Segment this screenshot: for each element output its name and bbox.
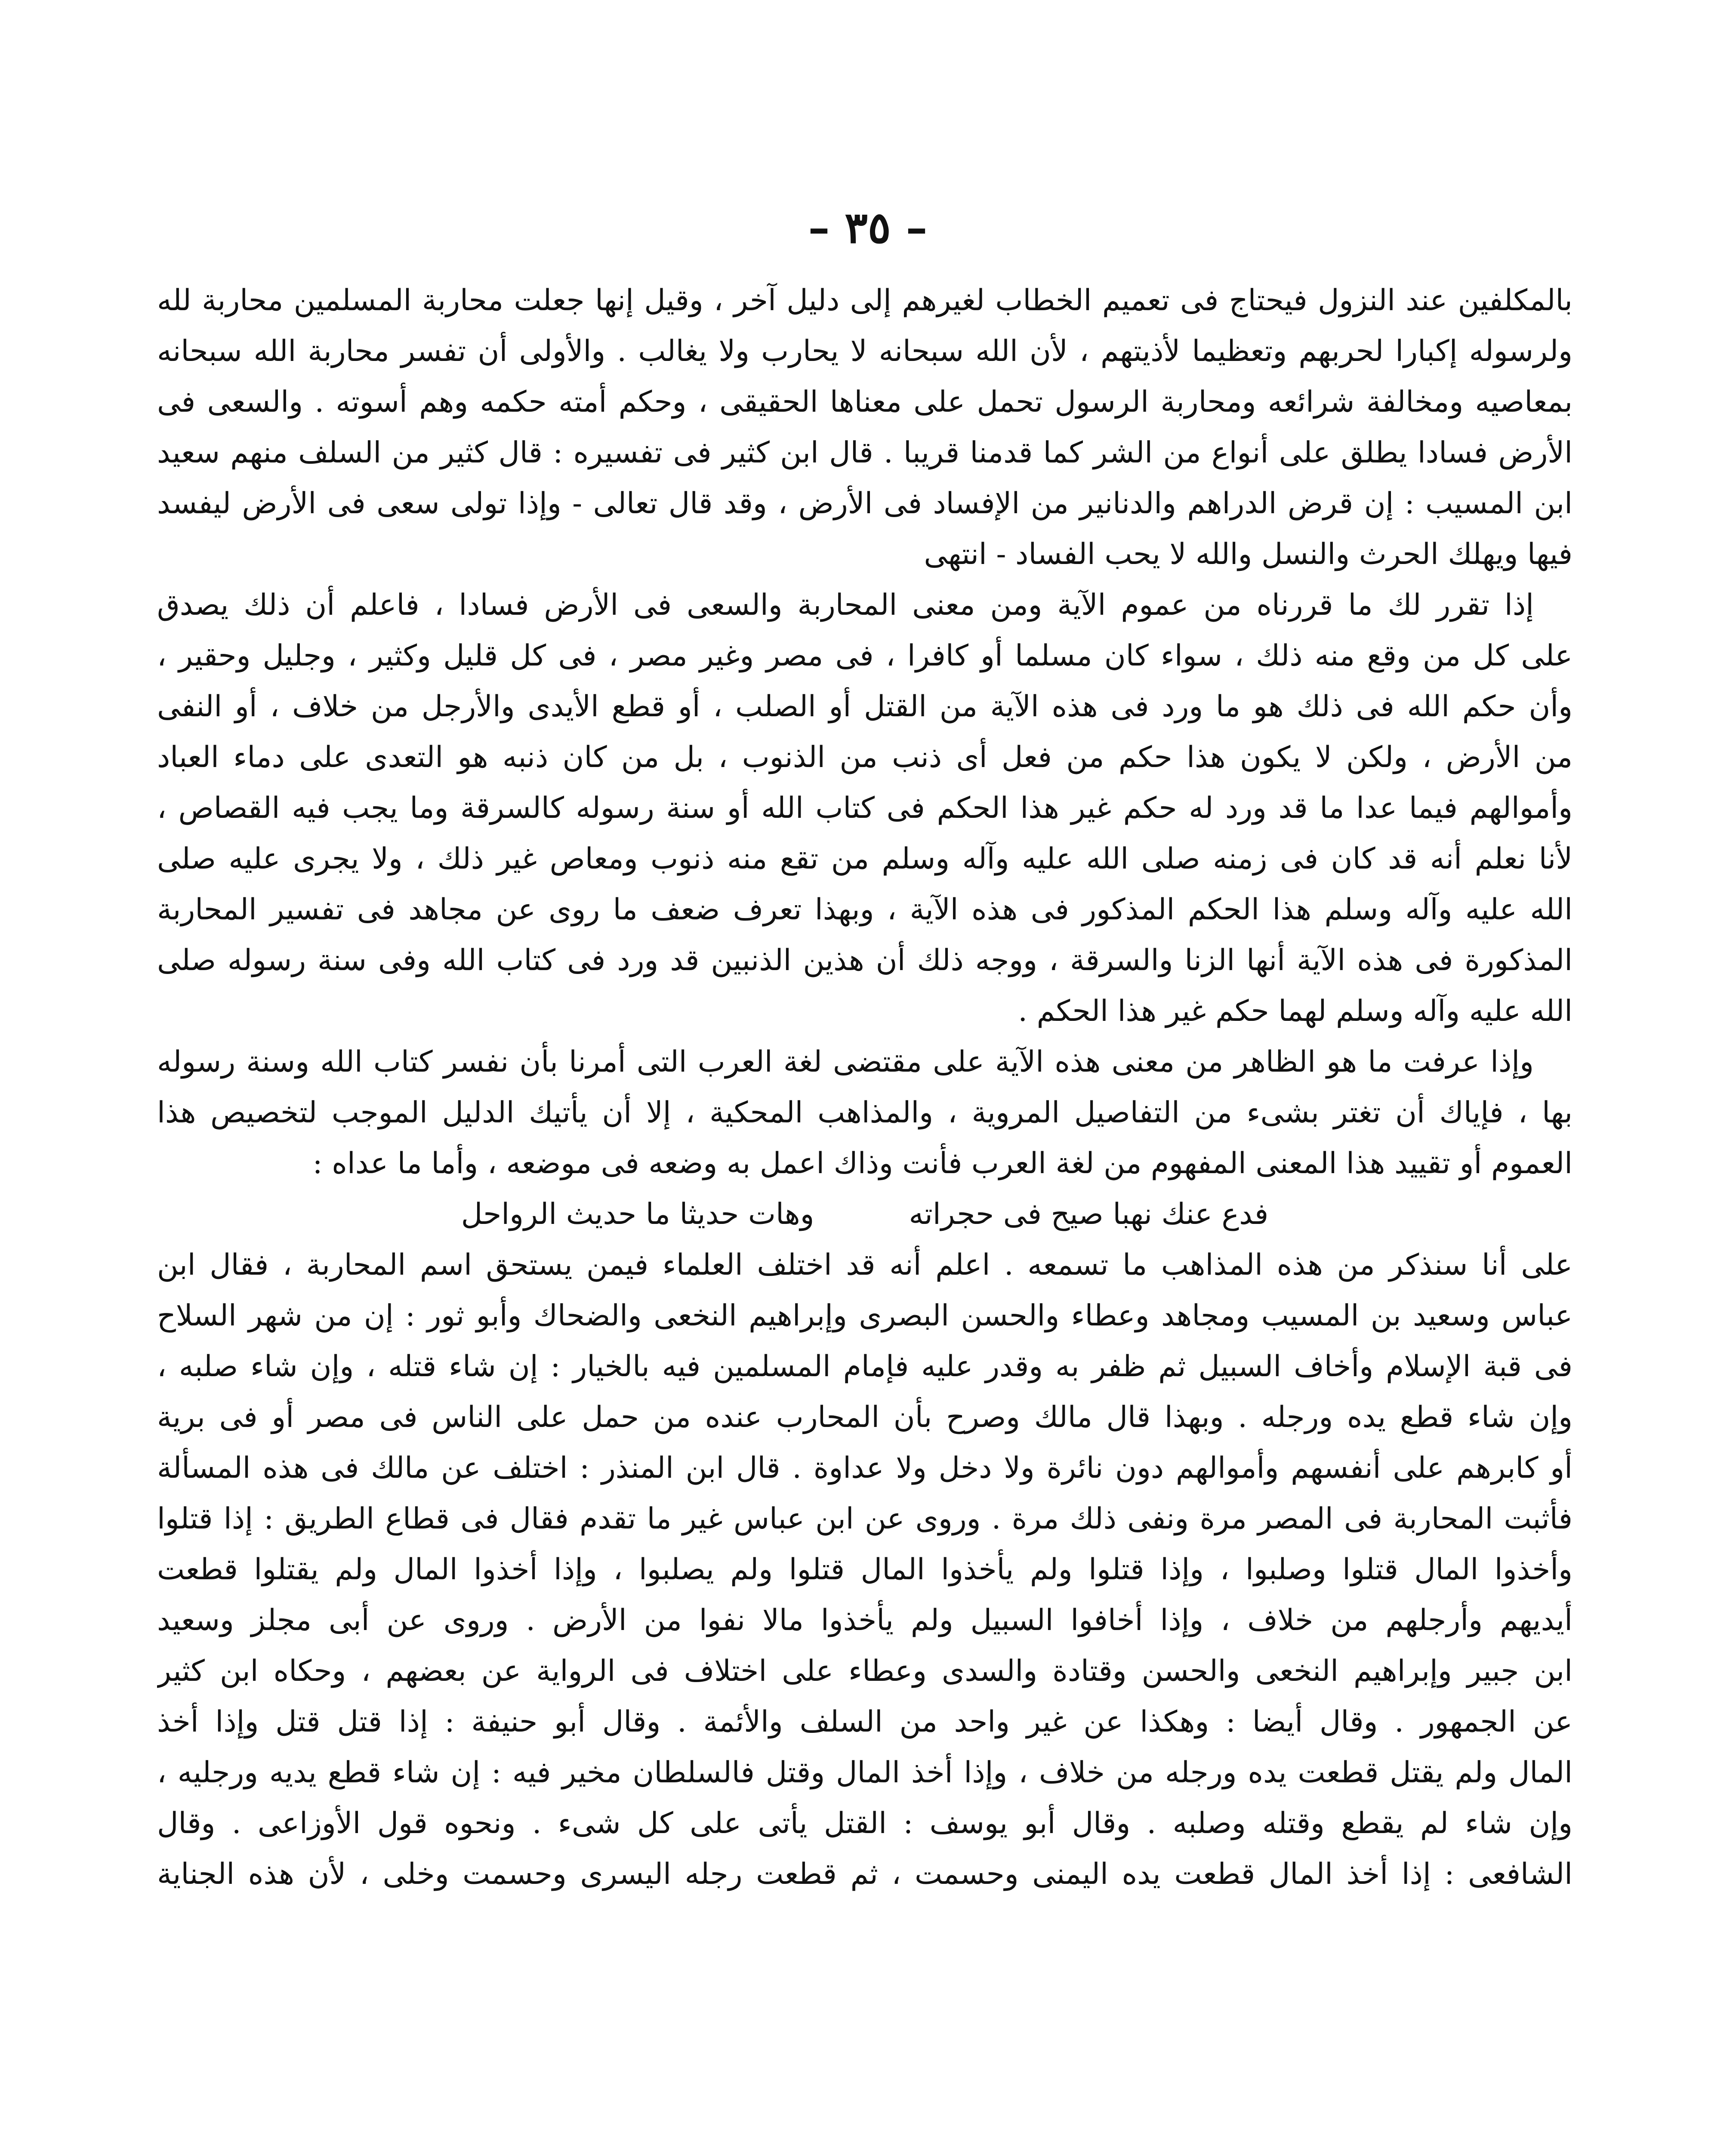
text-line: وإن شاء قطع يده ورجله . وبهذا قال مالك وصرح بأن المحارب عنده من حمل على الناس فى مصر أو فى برية <box>157 1400 1573 1434</box>
text-line: الله عليه وآله وسلم هذا الحكم المذكور فى هذه الآية ، وبهذا تعرف ضعف ما روى عن مجاهد فى تفسير المحاربة <box>157 893 1573 927</box>
text-line: الأرض فسادا يطلق على أنواع من الشر كما قدمنا قريبا . قال ابن كثير فى تفسيره : قال كثير من السلف منهم سعيد <box>157 436 1573 470</box>
text-line: ابن جبير وإبراهيم النخعى والحسن وقتادة والسدى وعطاء على اختلاف فى الرواية عن بعضهم ، وحكاه ابن كثير <box>157 1654 1573 1688</box>
text-line: بها ، فإياك أن تغتر بشىء من التفاصيل المروية ، والمذاهب المحكية ، إلا أن يأتيك الدليل الموجب لتخصيص هذا <box>157 1096 1573 1130</box>
text-line: أو كابرهم على أنفسهم وأموالهم دون نائرة ولا دخل ولا عداوة . قال ابن المنذر : اختلف عن مالك فى هذه المسألة <box>157 1451 1573 1485</box>
text-line: من الأرض ، ولكن لا يكون هذا حكم من فعل أى ذنب من الذنوب ، بل من كان ذنبه هو التعدى على دماء العباد <box>157 740 1573 774</box>
text-line: على أنا سنذكر من هذه المذاهب ما تسمعه . اعلم أنه قد اختلف العلماء فيمن يستحق اسم المحاربة ، فقال ابن <box>157 1248 1573 1282</box>
text-line: العموم أو تقييد هذا المعنى المفهوم من لغة العرب فأنت وذاك اعمل به وضعه فى موضعه ، وأما ما عداه : <box>312 1146 1573 1180</box>
body-text <box>157 275 1573 1900</box>
text-line: الله عليه وآله وسلم لهما حكم غير هذا الحكم . <box>1018 994 1573 1028</box>
text-line: لأنا نعلم أنه قد كان فى زمنه صلى الله عليه وآله وسلم من تقع منه ذنوب ومعاص غير ذلك ، ولا يجرى عليه صلى <box>157 842 1573 876</box>
text-line: وأخذوا المال قتلوا وصلبوا ، وإذا قتلوا ولم يأخذوا المال قتلوا ولم يصلبوا ، وإذا أخذوا المال ولم يقتلوا قطعت <box>157 1553 1573 1587</box>
text-line: بالمكلفين عند النزول فيحتاج فى تعميم الخطاب لغيرهم إلى دليل آخر ، وقيل إنها جعلت محاربة المسلمين محاربة لله <box>157 284 1573 317</box>
text-line: ولرسوله إكبارا لحربهم وتعظيما لأذيتهم ، لأن الله سبحانه لا يحارب ولا يغالب . والأولى أن تفسر محاربة الله سبحانه <box>157 334 1573 368</box>
text-line: على كل من وقع منه ذلك ، سواء كان مسلما أو كافرا ، فى مصر وغير مصر ، فى كل قليل وكثير ، وجليل وحقير ، <box>157 639 1573 673</box>
text-line: وأن حكم الله فى ذلك هو ما ورد فى هذه الآية من القتل أو الصلب ، أو قطع الأيدى والأرجل من خلاف ، أو النفى <box>157 690 1573 724</box>
text-line: الشافعى : إذا أخذ المال قطعت يده اليمنى وحسمت ، ثم قطعت رجله اليسرى وحسمت وخلى ، لأن هذه الجناية <box>157 1857 1573 1891</box>
text-line: فيها ويهلك الحرث والنسل والله لا يحب الفساد - انتهى <box>924 537 1573 571</box>
text-line: وإن شاء لم يقطع وقتله وصلبه . وقال أبو يوسف : القتل يأتى على كل شىء . ونحوه قول الأوزاعى . وقال <box>157 1806 1573 1840</box>
text-line: إذا تقرر لك ما قررناه من عموم الآية ومن معنى المحاربة والسعى فى الأرض فسادا ، فاعلم أن ذلك يصدق <box>157 588 1534 622</box>
poetry-verse <box>157 1189 1573 1240</box>
text-line: المذكورة فى هذه الآية أنها الزنا والسرقة ، ووجه ذلك أن هذين الذنبين قد ورد فى كتاب الله وفى سنة رسوله صلى <box>157 943 1573 977</box>
text-line: عن الجمهور . وقال أيضا : وهكذا عن غير واحد من السلف والأئمة . وقال أبو حنيفة : إذا قتل قتل وإذا أخذ <box>157 1705 1573 1739</box>
verse-first-hemistich: فدع عنك نهبا صيح فى حجراته <box>909 1197 1269 1231</box>
page-number: – ٣٥ – <box>808 202 928 253</box>
verse-second-hemistich: وهات حديثا ما حديث الرواحل <box>461 1197 814 1231</box>
text-line: المال ولم يقتل قطعت يده ورجله من خلاف ، وإذا أخذ المال وقتل فالسلطان مخير فيه : إن شاء قطع يديه ورجليه ، <box>157 1756 1573 1790</box>
text-line: بمعاصيه ومخالفة شرائعه ومحاربة الرسول تحمل على معناها الحقيقى ، وحكم أمته حكمه وهم أسوته . والسعى فى <box>157 385 1573 419</box>
text-line: وإذا عرفت ما هو الظاهر من معنى هذه الآية على مقتضى لغة العرب التى أمرنا بأن نفسر كتاب الله وسنة رسوله <box>157 1045 1534 1079</box>
text-line: فأثبت المحاربة فى المصر مرة ونفى ذلك مرة . وروى عن ابن عباس غير ما تقدم فقال فى قطاع الطريق : إذا قتلوا <box>157 1502 1573 1536</box>
text-line: ابن المسيب : إن قرض الدراهم والدنانير من الإفساد فى الأرض ، وقد قال تعالى - وإذا تولى سعى فى الأرض ليفسد <box>157 487 1573 521</box>
text-line: فى قبة الإسلام وأخاف السبيل ثم ظفر به وقدر عليه فإمام المسلمين فيه بالخيار : إن شاء قتله ، وإن شاء صلبه ، <box>157 1350 1573 1384</box>
text-line: عباس وسعيد بن المسيب ومجاهد وعطاء والحسن البصرى وإبراهيم النخعى والضحاك وأبو ثور : إن من شهر السلاح <box>157 1299 1573 1333</box>
text-line: أيديهم وأرجلهم من خلاف ، وإذا أخافوا السبيل ولم يأخذوا مالا نفوا من الأرض . وروى عن أبى مجلز وسعيد <box>157 1603 1573 1637</box>
text-line: وأموالهم فيما عدا ما قد ورد له حكم غير هذا الحكم فى كتاب الله أو سنة رسوله كالسرقة وما يجب فيه القصاص ، <box>157 791 1573 825</box>
